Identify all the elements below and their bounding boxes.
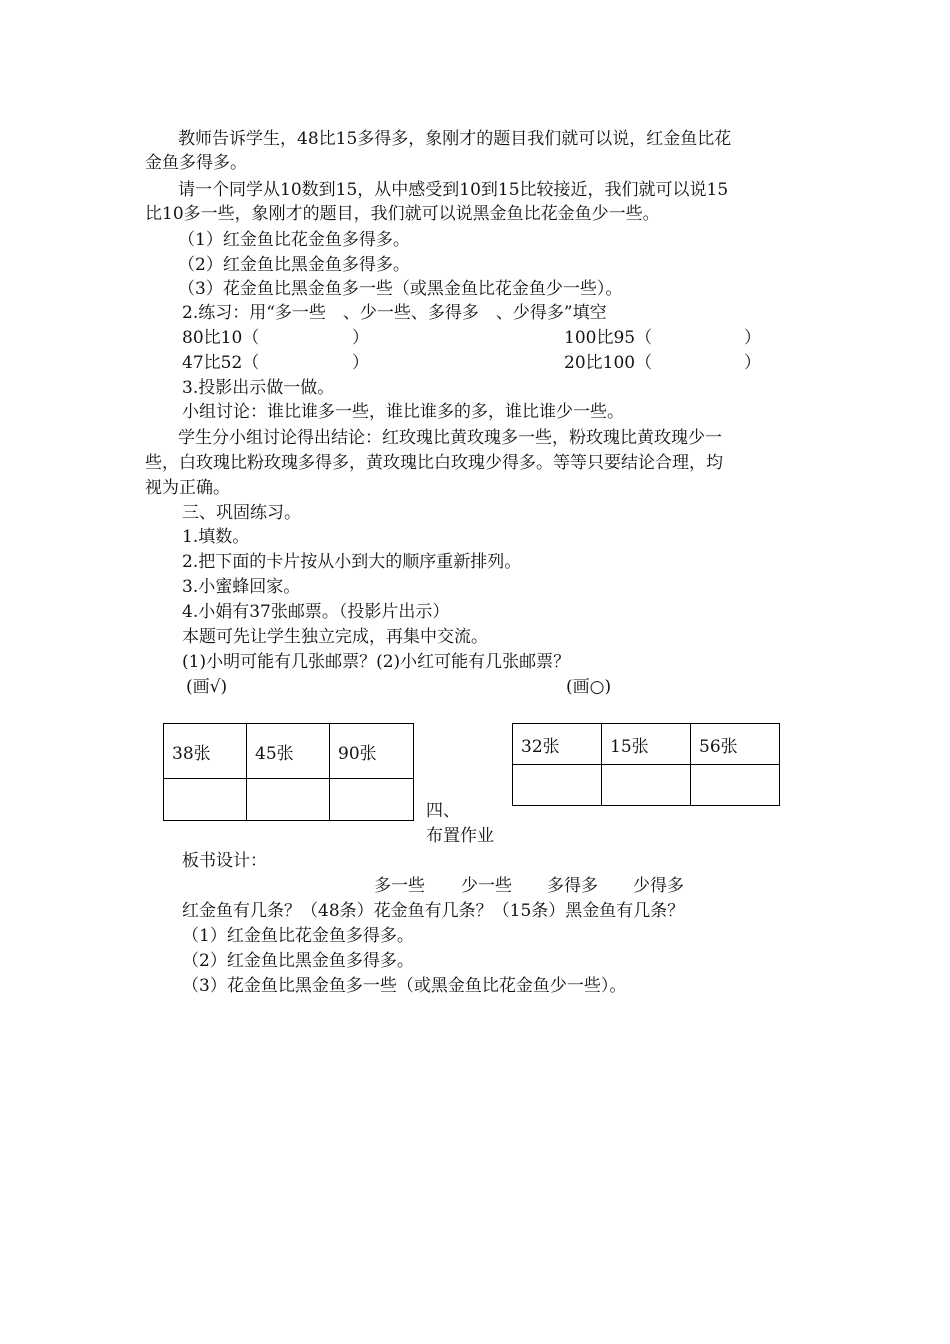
board-term: 少一些	[461, 876, 512, 896]
board-term: 少得多	[633, 876, 684, 896]
item-3: 3.投影出示做一做。	[182, 378, 335, 398]
section-4-title: 布置作业	[426, 826, 494, 846]
exercise-a-left-close: ）	[352, 328, 369, 348]
board-design-title: 板书设计：	[182, 851, 267, 871]
paragraph-counting-line-2: 比10多一些，象刚才的题目，我们就可以说黑金鱼比花金鱼少一些。	[145, 204, 660, 224]
section-3-item: 3.小蜜蜂回家。	[182, 577, 301, 597]
board-term: 多得多	[547, 876, 598, 896]
table-cell: 38张	[164, 724, 247, 779]
answer-cell[interactable]	[691, 765, 780, 806]
section-3-title: 三、巩固练习。	[182, 503, 301, 523]
board-term: 多一些	[374, 876, 425, 896]
table-cell: 45张	[247, 724, 330, 779]
answer-cell[interactable]	[602, 765, 691, 806]
stamp-table-right	[512, 723, 780, 806]
board-question-line: 红金鱼有几条？（48条）花金鱼有几条？（15条）黑金鱼有几条？	[182, 901, 685, 921]
list-item: （1）红金鱼比花金鱼多得多。	[178, 230, 410, 250]
exercise-b-right: 20比100（	[564, 353, 653, 373]
answer-cell[interactable]	[247, 779, 330, 821]
section-3-item: 1.填数。	[182, 527, 250, 547]
mark-circle-instruction: (画○)	[566, 677, 612, 697]
exercise-b-left-close: ）	[352, 353, 369, 373]
exercise-a-right: 100比95（	[564, 328, 653, 348]
table-cell: 56张	[691, 724, 780, 765]
paragraph-teacher-line-1: 教师告诉学生，48比15多得多，象刚才的题目我们就可以说，红金鱼比花	[178, 129, 732, 149]
exercise-b-right-close: ）	[744, 353, 761, 373]
conclusion-line-2: 些，白玫瑰比粉玫瑰多得多，黄玫瑰比白玫瑰少得多。等等只要结论合理，均	[145, 453, 723, 473]
board-list-item: （2）红金鱼比黑金鱼多得多。	[182, 951, 414, 971]
discussion: 小组讨论：谁比谁多一些，谁比谁多的多，谁比谁少一些。	[182, 402, 624, 422]
table-cell: 90张	[330, 724, 414, 779]
answer-cell[interactable]	[513, 765, 602, 806]
section-4-number: 四、	[426, 801, 460, 821]
board-list-item: （3）花金鱼比黑金鱼多一些（或黑金鱼比花金鱼少一些）。	[182, 976, 627, 996]
section-3-item: 2.把下面的卡片按从小到大的顺序重新排列。	[182, 552, 522, 572]
table-cell: 15张	[602, 724, 691, 765]
paragraph-counting-line-1: 请一个同学从10数到15，从中感受到10到15比较接近，我们就可以说15	[178, 180, 729, 200]
exercise-title: 2.练习：用“多一些 、少一些、多得多 、少得多”填空	[182, 303, 607, 323]
section-3-question: (1)小明可能有几张邮票？(2)小红可能有几张邮票？	[182, 652, 571, 672]
exercise-b-left: 47比52（	[182, 353, 260, 373]
answer-cell[interactable]	[164, 779, 247, 821]
table-cell: 32张	[513, 724, 602, 765]
mark-check-instruction: (画√)	[186, 677, 228, 697]
conclusion-line-3: 视为正确。	[145, 478, 230, 498]
list-item: （2）红金鱼比黑金鱼多得多。	[178, 255, 410, 275]
exercise-a-left: 80比10（	[182, 328, 260, 348]
exercise-a-right-close: ）	[744, 328, 761, 348]
board-list-item: （1）红金鱼比花金鱼多得多。	[182, 926, 414, 946]
conclusion-line-1: 学生分小组讨论得出结论：红玫瑰比黄玫瑰多一些，粉玫瑰比黄玫瑰少一	[178, 428, 722, 448]
section-3-item: 4.小娟有37张邮票。（投影片出示）	[182, 602, 450, 622]
stamp-table-left	[163, 723, 414, 821]
list-item: （3）花金鱼比黑金鱼多一些（或黑金鱼比花金鱼少一些）。	[178, 279, 623, 299]
paragraph-teacher-line-2: 金鱼多得多。	[145, 153, 247, 173]
answer-cell[interactable]	[330, 779, 414, 821]
section-3-note: 本题可先让学生独立完成，再集中交流。	[182, 627, 488, 647]
